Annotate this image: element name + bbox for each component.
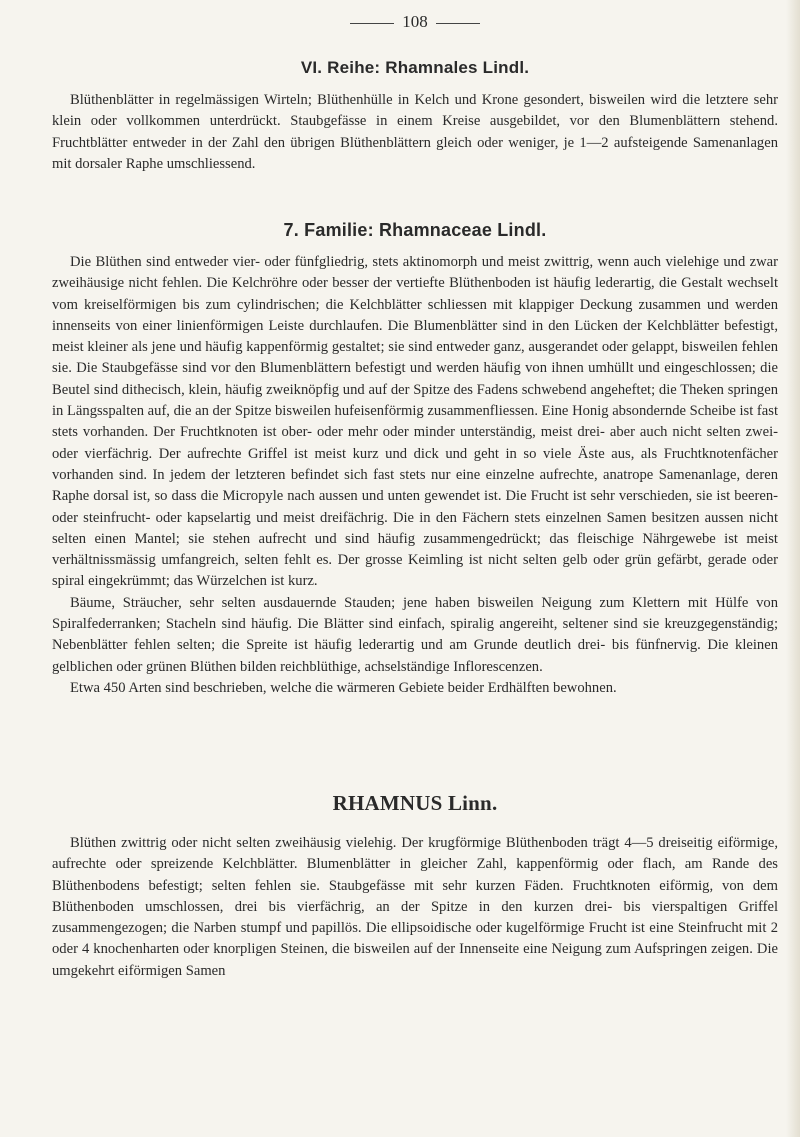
section-heading: VI. Reihe: Rhamnales Lindl. [300, 58, 530, 77]
family-description [52, 252, 778, 699]
section-paragraph: Blüthenblätter in regelmässigen Wirteln; Blüthenhülle in Kelch und Krone gesondert, bisweilen wird die letztere sehr klein oder vollkommen unterdrückt. Staubgefässe in einem Kreise ausgebildet, vor den Blumenblättern stehend. Fruchtblätter entweder in der Zahl den übrigen Blüthenblättern gleich oder weniger, je 1—2 aufsteigende Samenanlagen mit dorsaler Raphe umschliessend. [52, 92, 778, 172]
family-heading: 7. Familie: Rhamnaceae Lindl. [283, 220, 547, 240]
family-paragraph-1: Die Blüthen sind entweder vier- oder fünfgliedrig, stets aktinomorph und meist zwittrig, wenn auch vielehige und zwar zweihäusige nicht fehlen. Die Kelchröhre oder besser der vertiefte Blüthenboden ist häufig lederartig, die Gestalt wechselt vom kreiselförmigen bis zum cylindrischen; die Kelchblätter schliessen mit klappiger Deckung zusammen und werden innenseits von einer linienförmigen Leiste durchlaufen. Die Blumenblätter sind in den Lücken der Kelchblätter befestigt, meist kleiner als jene und häufig kappenförmig gestaltet; sie sind entweder ganz, ausgerandet oder gelappt, bisweilen fehlen sie. Die Staubgefässe sind vor den Blumenblättern befestigt und werden häufig von ihnen umhüllt und eingeschlossen; die Beutel sind dithecisch, klein, häufig zweiknöpfig und auf der Spitze des Fadens schwebend angeheftet; die Theken springen in Längsspalten auf, die an der Spitze bisweilen hufeisenförmig zusammenfliessen. Eine Honig absondernde Scheibe ist fast stets vorhanden. Der Fruchtknoten ist ober- oder mehr oder minder unterständig, meist drei- aber auch nicht selten zwei- oder vierfächrig. Der aufrechte Griffel ist meist kurz und dick und geht in so viele Äste aus, als Fruchtknotenfächer vorhanden sind. In jedem der letzteren befindet sich fast stets nur eine einzelne aufrechte, anatrope Samenanlage, deren Raphe dorsal ist, so dass die Micropyle nach aussen und unten gewendet ist. Die Frucht ist sehr verschieden, sie ist beeren- oder steinfrucht- oder kapselartig und meist dreifächrig. Die in den Fächern stets einzelnen Samen besitzen aussen nicht selten einen Mantel; sie stehen aufrecht und sind häufig zusammengedrückt; das fleischige Nährgewebe ist meist verhältnissmässig umfangreich, selten fehlt es. Der grosse Keimling ist nicht selten gelb oder grün gefärbt, gerade oder spiral eingekrümmt; das Würzelchen ist kurz. [52, 254, 778, 590]
section-description [52, 90, 778, 175]
family-paragraph-2: Bäume, Sträucher, sehr selten ausdauernde Stauden; jene haben bisweilen Neigung zum Klettern mit Hülfe von Spiralfederranken; Stacheln sind häufig. Die Blätter sind einfach, spiralig angereiht, seltener sind sie kreuzgegenständig; Nebenblätter fehlen selten; die Spreite ist häufig lederartig und am Grunde deutlich drei- bis fünfnervig. Die kleinen gelblichen oder grünen Blüthen bilden reichblüthige, achselständige Inflorescenzen. [52, 594, 778, 675]
genus-heading: RHAMNUS Linn. [332, 791, 498, 815]
genus-paragraph: Blüthen zwittrig oder nicht selten zweihäusig vielehig. Der krugförmige Blüthenboden trägt 4—5 dreiseitig eiförmige, aufrechte oder spreizende Kelchblätter. Blumenblätter in gleicher Zahl, kappenförmig oder flach, am Rande des Blüthenbodens befestigt; selten fehlen sie. Staubgefässe mit sehr kurzen Fäden. Fruchtknoten eiförmig, von dem Blüthenboden umschlossen, drei bis vierfächrig, an der Spitze in den kurzen drei- bis vierspaltigen Griffel zusammengezogen; die Narben stumpf und papillös. Die ellipsoidische oder kugelförmige Frucht ist eine Steinfrucht mit 2 oder 4 knochenharten oder knorpligen Steinen, die bisweilen auf der Innenseite eine Neigung zum Aufspringen zeigen. Die umgekehrt eiförmigen Samen [52, 835, 778, 979]
family-paragraph-3: Etwa 450 Arten sind beschrieben, welche die wärmeren Gebiete beider Erdhälften bewohnen. [70, 679, 617, 696]
page-number: 108 [402, 12, 428, 31]
page-edge-shadow [786, 0, 800, 1137]
page-header [52, 12, 778, 32]
genus-description [52, 833, 778, 982]
header-rule-right [436, 23, 480, 24]
header-rule-left [350, 23, 394, 24]
